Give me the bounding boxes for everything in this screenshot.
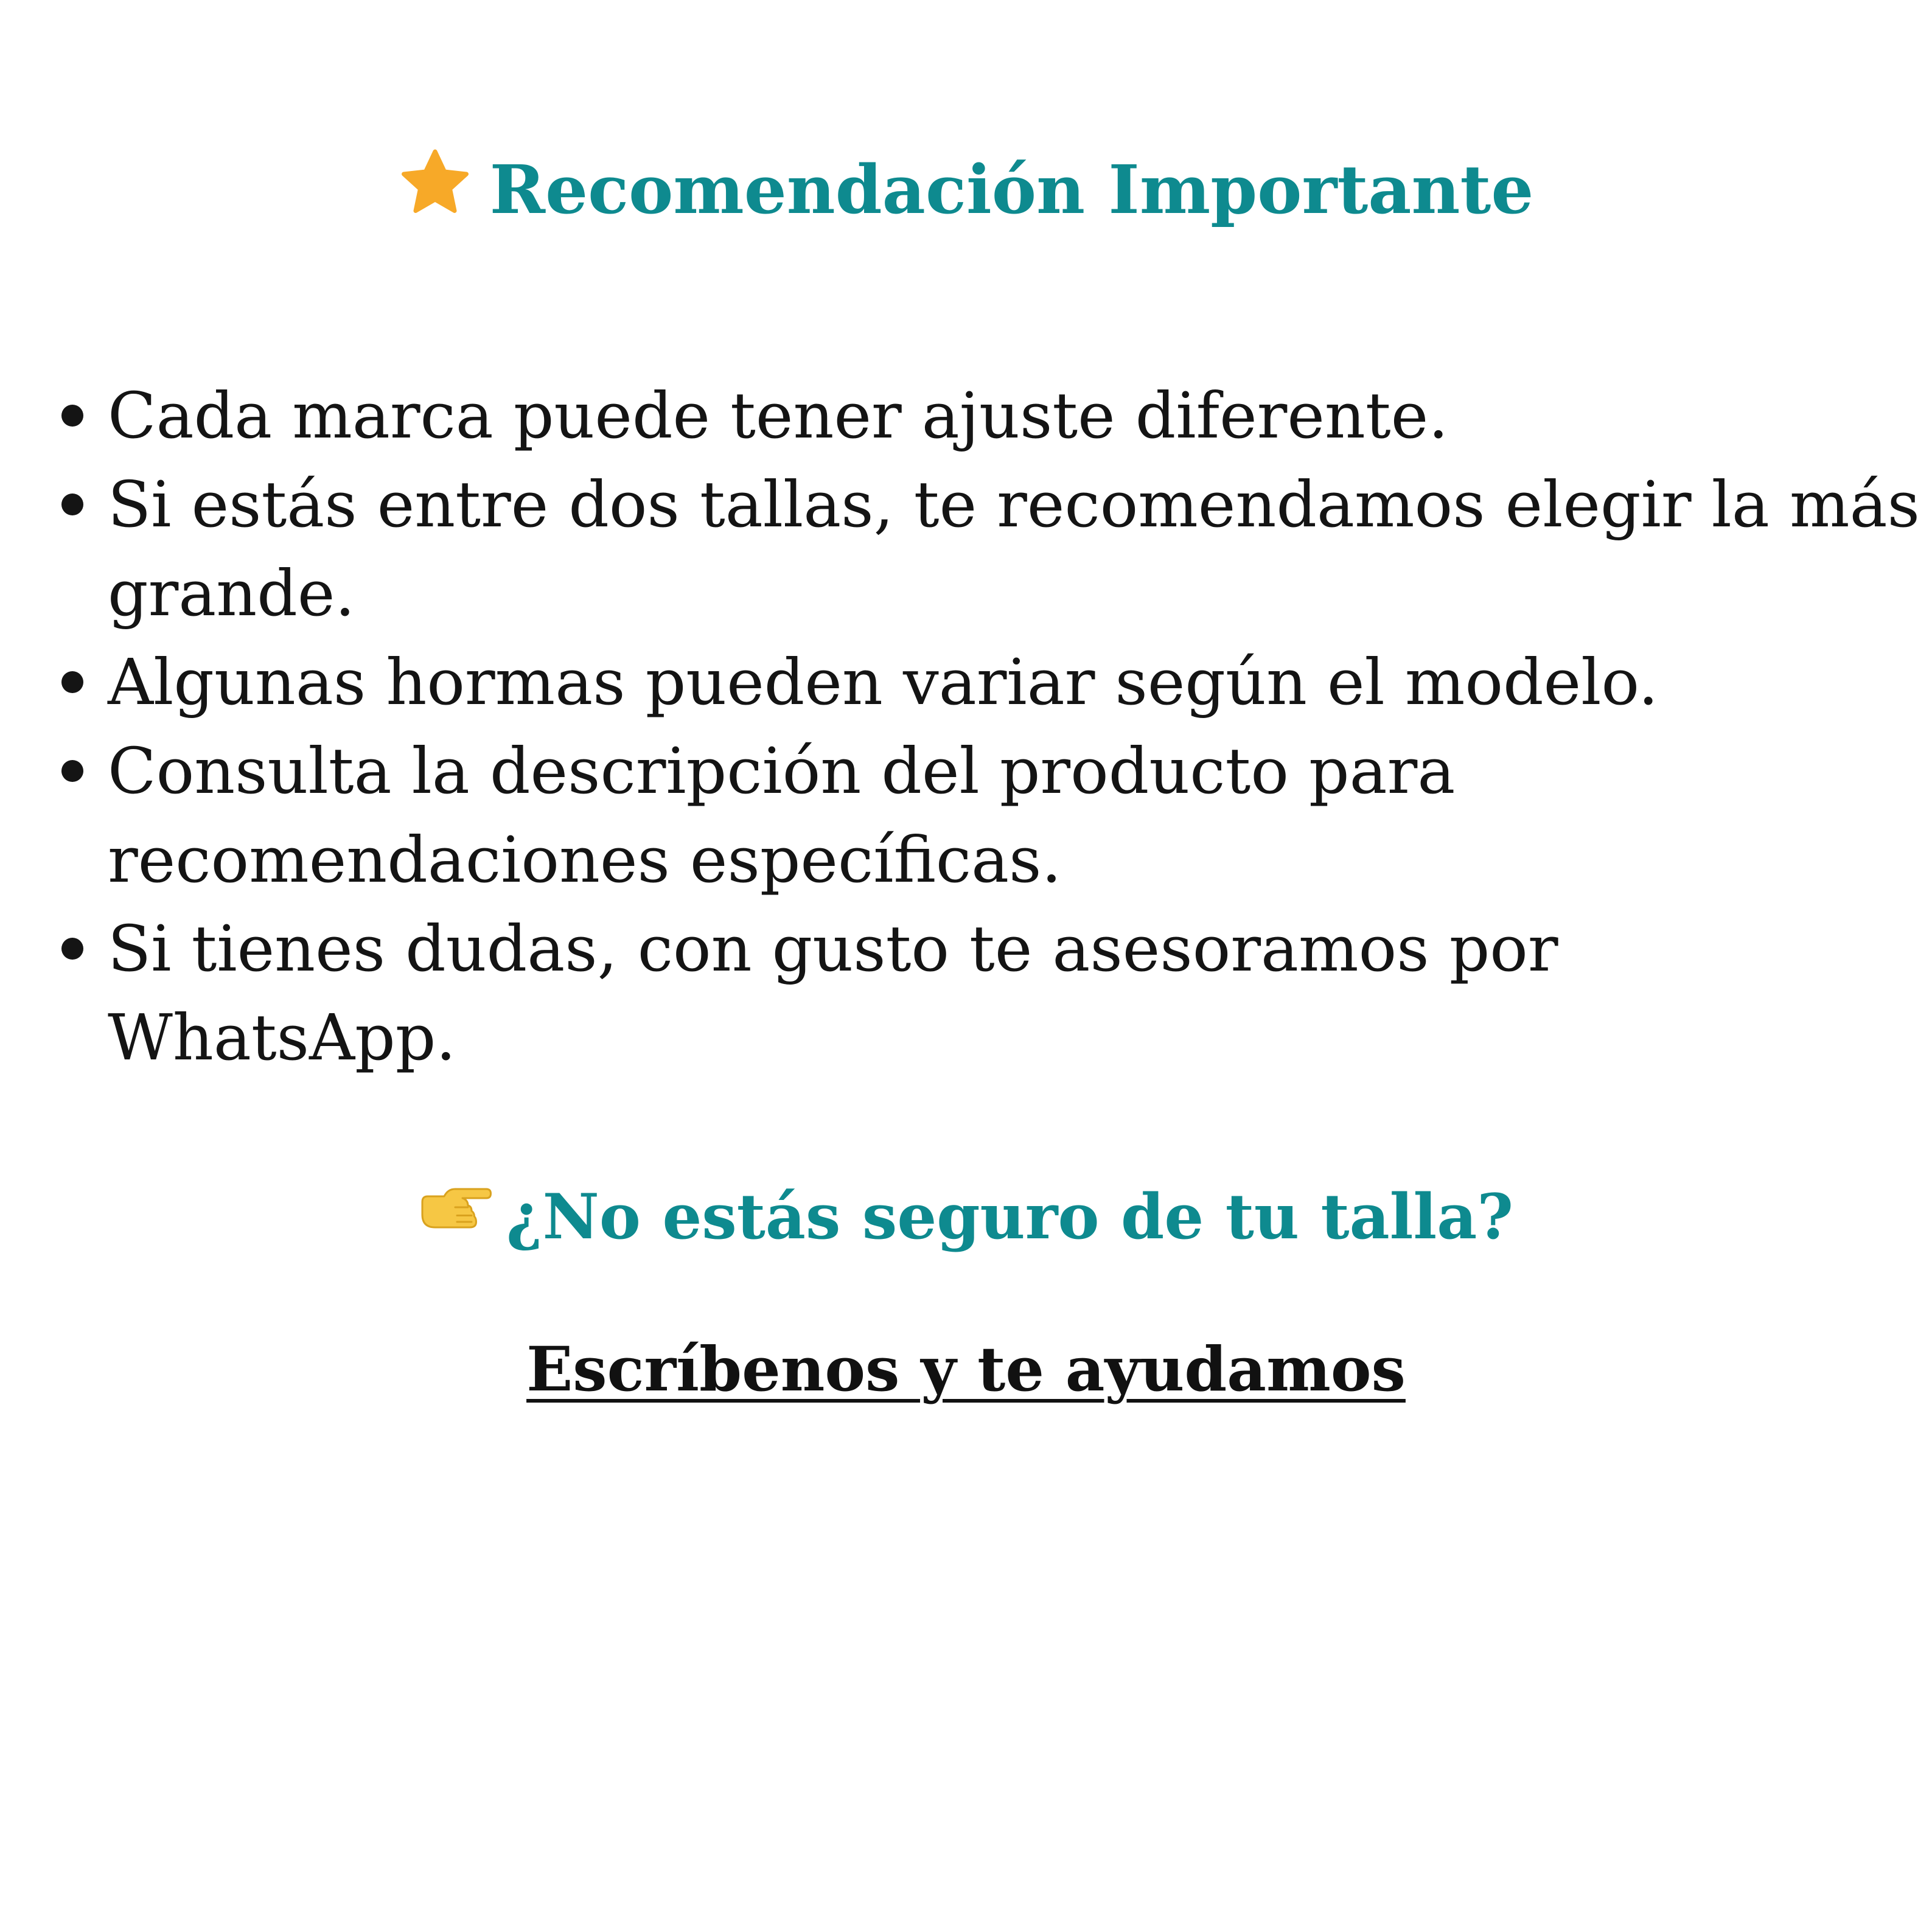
star-icon (399, 146, 472, 219)
bullet-icon (61, 405, 83, 427)
list-item-text: Si tienes dudas, con gusto te asesoramos por WhatsApp. (108, 912, 1558, 1075)
list-item-text: Cada marca puede tener ajuste diferente. (108, 378, 1449, 453)
list-item-text: Si estás entre dos tallas, te recomendamos elegir la más grande. (108, 467, 1920, 630)
list-item (58, 727, 1920, 904)
contact-link[interactable]: Escríbenos y te ayudamos (526, 1333, 1406, 1405)
size-question: ¿No estás seguro de tu talla? (506, 1180, 1514, 1254)
pointing-hand-icon (419, 1184, 492, 1238)
list-item (58, 638, 1920, 727)
bullet-icon (61, 671, 83, 693)
list-item (58, 371, 1920, 460)
list-item (58, 460, 1920, 638)
question-row (0, 1174, 1932, 1278)
list-item-text: Consulta la descripción del producto para recomendaciones específicas. (108, 734, 1456, 897)
page-title: Recomendación Importante (489, 150, 1534, 229)
list-item (58, 904, 1920, 1082)
bullet-icon (61, 938, 83, 960)
title-row (0, 146, 1932, 253)
bullet-icon (61, 493, 83, 515)
cta-row (0, 1327, 1932, 1430)
bullet-icon (61, 760, 83, 782)
list-item-text: Algunas hormas pueden variar según el modelo. (108, 645, 1659, 719)
recommendation-list (58, 371, 1920, 1082)
